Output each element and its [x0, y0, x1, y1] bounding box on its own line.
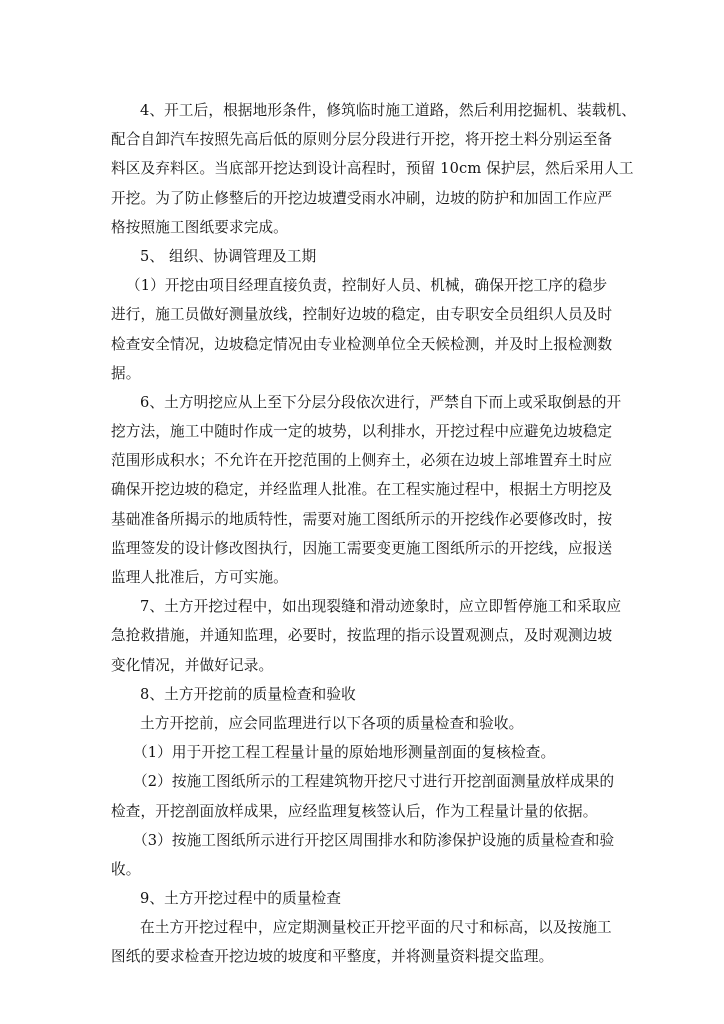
paragraph-4-line-5: 格按照施工图纸要求完成。	[111, 218, 288, 236]
paragraph-6-line-7: 监理人批准后，方可实施。	[111, 569, 288, 586]
paragraph-6-line-3: 范围形成积水；不允许在开挖范围的上侧弃土，必须在边坡上部堆置弃土时应	[111, 452, 613, 470]
paragraph-8-2-line-2: 检查，开挖剖面放样成果，应经监理复核签认后，作为工程量计量的依据。	[111, 802, 598, 820]
paragraph-6-line-2: 挖方法，施工中随时作成一定的坡势，以利排水，开挖过程中应避免边坡稳定	[111, 423, 613, 441]
paragraph-9-line-2: 图纸的要求检查开挖边坡的坡度和平整度，并将测量资料提交监理。	[111, 948, 554, 966]
paragraph-6-line-4: 确保开挖边坡的稳定，并经监理人批准。在工程实施过程中，根据土方明挖及	[111, 481, 613, 499]
paragraph-9-line-1: 在土方开挖过程中，应定期测量校正开挖平面的尺寸和标高，以及按施工	[140, 919, 612, 937]
section-8-heading: 8、土方开挖前的质量检查和验收	[140, 685, 356, 703]
document-body	[111, 96, 636, 972]
paragraph-6-line-1: 6、土方明挖应从上至下分层分段依次进行，严禁自下而上或采取倒悬的开	[140, 393, 622, 411]
paragraph-8-3-line-1: （3）按施工图纸所示进行开挖区周围排水和防渗保护设施的质量检查和验	[133, 831, 615, 849]
paragraph-8-intro: 土方开挖前，应会同监理进行以下各项的质量检查和验收。	[140, 714, 524, 732]
paragraph-6-line-5: 基础准备所揭示的地质特性，需要对施工图纸所示的开挖线作必要修改时，按	[111, 510, 613, 528]
paragraph-8-2-line-1: （2）按施工图纸所示的工程建筑物开挖尺寸进行开挖剖面测量放样成果的	[133, 773, 615, 791]
paragraph-7-line-2: 急抢救措施，并通知监理，必要时，按监理的指示设置观测点，及时观测边坡	[111, 627, 613, 645]
paragraph-8-3-line-2: 收。	[111, 860, 141, 878]
paragraph-6-line-6: 监理签发的设计修改图执行，因施工需要变更施工图纸所示的开挖线，应报送	[111, 539, 613, 557]
paragraph-8-1: （1）用于开挖工程工程量计量的原始地形测量剖面的复核检查。	[133, 744, 556, 762]
paragraph-7-line-1: 7、土方开挖过程中，如出现裂缝和滑动迹象时，应立即暂停施工和采取应	[140, 598, 622, 616]
section-5-heading: 5、 组织、协调管理及工期	[140, 247, 317, 265]
paragraph-7-line-3: 变化情况，并做好记录。	[111, 656, 274, 674]
paragraph-4-line-3: 料区及弃料区。当底部开挖达到设计高程时，预留 10cm 保护层，然后采用人工	[111, 160, 634, 178]
paragraph-4-line-4: 开挖。为了防止修整后的开挖边坡遭受雨水冲刷，边坡的防护和加固工作应严	[111, 189, 613, 207]
paragraph-5-1-line-2: 进行，施工员做好测量放线，控制好边坡的稳定，由专职安全员组织人员及时	[111, 306, 613, 324]
paragraph-5-1-line-1: （1）开挖由项目经理直接负责，控制好人员、机械，确保开挖工序的稳步	[126, 277, 608, 295]
section-9-heading: 9、土方开挖过程中的质量检查	[140, 890, 342, 908]
paragraph-5-1-line-4: 据。	[111, 364, 141, 382]
paragraph-5-1-line-3: 检查安全情况，边坡稳定情况由专业检测单位全天候检测，并及时上报检测数	[111, 335, 613, 353]
paragraph-4-line-2: 配合自卸汽车按照先高后低的原则分层分段进行开挖，将开挖土料分别运至备	[111, 131, 613, 149]
paragraph-4-line-1: 4、开工后，根据地形条件，修筑临时施工道路，然后利用挖掘机、装载机、	[140, 102, 636, 119]
